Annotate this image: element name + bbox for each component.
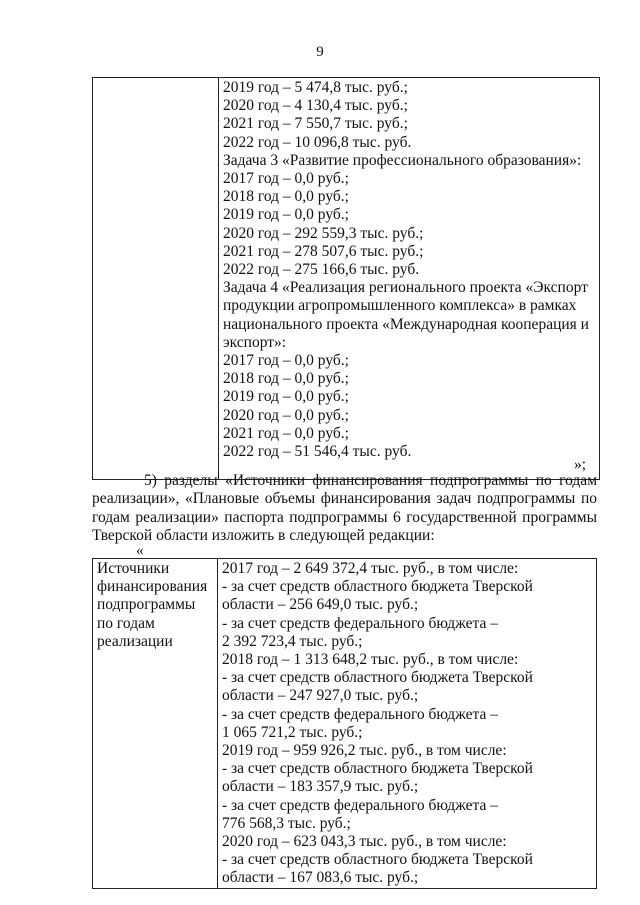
table2-line: 1 065 721,2 тыс. руб.; [222,723,363,741]
table1-line: 2019 год – 0,0 руб.; [223,206,349,224]
table1-task-heading: национального проекта «Международная кооперация и [223,315,589,333]
table2-line: 2020 год – 623 043,3 тыс. руб., в том числе: [222,833,507,851]
table1-task-heading: экспорт»: [223,333,287,351]
table2-left-line: Источники [97,560,170,577]
funding-sources-table [92,558,597,889]
table2-line: 2019 год – 959 926,2 тыс. руб., в том числе: [222,742,507,760]
table1-line: 2019 год – 5 474,8 тыс. руб.; [223,79,408,96]
table1-right-cell [219,78,600,480]
table1-line: 2018 год – 0,0 руб.; [223,370,349,388]
table1-line: 2020 год – 0,0 руб.; [223,406,349,424]
table1-task-heading: Задача 4 «Реализация регионального проекта «Экспорт [223,279,588,297]
table1-line: 2021 год – 278 507,6 тыс. руб.; [223,242,424,260]
table2-left-line: реализации [97,632,173,650]
table1-line: 2018 год – 0,0 руб.; [223,188,349,206]
table2-line: области – 167 083,6 тыс. руб.; [222,869,419,887]
table2-right-cell [218,559,597,889]
table1-line: 2020 год – 4 130,4 тыс. руб.; [223,97,408,115]
table2-left-line: по годам [97,614,155,632]
table2-line: - за счет средств областного бюджета Тверской [222,578,533,596]
table2-line: - за счет средств областного бюджета Тверской [222,851,533,869]
amendment-paragraph: 5) разделы «Источники финансирования подпрограммы по годам реализации», «Плановые объемы финансирования задач подпрограммы по годам реализации» паспорта подпрограммы 6 государственной программы Тверской области изложить в следующей редакции: [92,472,597,545]
table2-left-cell [93,559,218,889]
table2-line: области – 247 927,0 тыс. руб.; [222,687,419,705]
table1-task-heading: Задача 3 «Развитие профессионального образования»: [223,151,582,169]
table1-line: 2020 год – 292 559,3 тыс. руб.; [223,224,424,242]
table1-line: 2021 год – 0,0 руб.; [223,424,349,442]
table2-line: 2018 год – 1 313 648,2 тыс. руб., в том числе: [222,651,519,669]
table1-line: 2017 год – 0,0 руб.; [223,352,349,370]
table1-line: 2022 год – 275 166,6 тыс. руб. [223,261,420,279]
table2-left-line: подпрограммы [97,596,196,614]
table1-line: 2022 год – 10 096,8 тыс. руб. [223,133,412,151]
table2-line: - за счет средств федерального бюджета – [222,614,498,632]
closing-quote: »; [574,456,587,473]
funding-table-continued [92,77,600,480]
table1-line: 2022 год – 51 546,4 тыс. руб. [223,443,412,461]
table1-task-heading: продукции агропромышленного комплекса» в рамках [223,297,577,315]
table2-line: области – 183 357,9 тыс. руб.; [222,778,419,796]
table2-line: 2017 год – 2 649 372,4 тыс. руб., в том числе: [222,560,519,577]
page-number: 9 [316,44,324,60]
table2-line: 2 392 723,4 тыс. руб.; [222,632,363,650]
table1-line: 2017 год – 0,0 руб.; [223,170,349,188]
table2-line: 776 568,3 тыс. руб.; [222,814,351,832]
table2-left-line: финансирования [97,578,208,596]
table2-line: - за счет средств областного бюджета Тверской [222,760,533,778]
table2-line: - за счет средств областного бюджета Тверской [222,669,533,687]
table2-line: - за счет средств федерального бюджета – [222,796,498,814]
table1-line: 2019 год – 0,0 руб.; [223,388,349,406]
table1-left-cell [93,78,219,480]
table1-line: 2021 год – 7 550,7 тыс. руб.; [223,115,408,133]
opening-quote: « [136,542,144,559]
table2-line: области – 256 649,0 тыс. руб.; [222,596,419,614]
table2-line: - за счет средств федерального бюджета – [222,705,498,723]
